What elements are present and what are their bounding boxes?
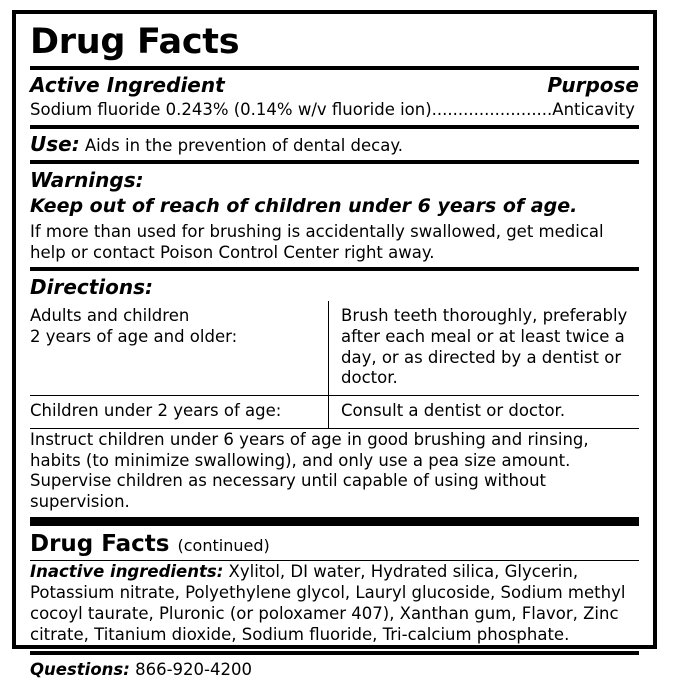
active-ingredient-line: Sodium fluoride 0.243% (0.14% w/v fluoride ion).......................Anticavity (30, 99, 635, 119)
table-row (30, 395, 639, 427)
continued-title-text: Drug Facts (30, 531, 170, 558)
warnings-label: Warnings: (30, 167, 144, 192)
active-ingredient-purpose-header (30, 70, 639, 99)
inactive-label: Inactive ingredients: (30, 562, 224, 582)
divider-continued (30, 517, 639, 526)
continued-section (30, 526, 639, 651)
use-section (30, 129, 639, 160)
inactive-ingredients (30, 561, 639, 651)
continued-note: (continued) (177, 536, 270, 556)
directions-who: Adults and children 2 years of age and older: (30, 306, 238, 347)
warnings-section (30, 164, 639, 268)
questions-label: Questions: (30, 660, 130, 680)
page-title: Drug Facts (30, 22, 240, 62)
questions-section (30, 655, 639, 683)
directions-footnote: Instruct children under 6 years of age in good brushing and rinsing, habits (to minimize swallowing), and only use a pea size amount. Supervise children as necessary until capable of using without supervision. (30, 429, 589, 512)
continued-title (30, 526, 639, 560)
warnings-keepout: Keep out of reach of children under 6 years of age. (30, 194, 578, 217)
inactive-text: Xylitol, DI water, Hydrated silica, Glycerin, Potassium nitrate, Polyethylene glycol, Lauryl glucoside, Sodium methyl cocoyl taurate, Pluronic (or poloxamer 407), Xanthan gum, Flavor, Zinc citrate, Titanium dioxide, Sodium fluoride, Tri-calcium phosphate. (30, 562, 626, 645)
directions-who: Children under 2 years of age: (30, 395, 329, 427)
table-row (30, 301, 639, 395)
directions-table (30, 301, 639, 427)
directions-section (30, 271, 639, 517)
use-text: Aids in the prevention of dental decay. (84, 135, 403, 155)
active-ingredient-header: Active Ingredient (30, 72, 225, 97)
warnings-body: If more than used for brushing is accidentally swallowed, get medical help or contact Poison Control Center right away. (30, 221, 604, 262)
questions-value: 866-920-4200 (135, 660, 252, 680)
drug-facts-inner (16, 14, 653, 683)
drug-facts-label (12, 10, 657, 680)
directions-what: Brush teeth thoroughly, preferably after each meal or at least twice a day, or as directed by a dentist or doctor. (329, 301, 640, 395)
directions-label: Directions: (30, 275, 154, 300)
use-label: Use: (30, 131, 80, 156)
directions-what: Consult a dentist or doctor. (329, 395, 640, 427)
purpose-header: Purpose (547, 72, 639, 97)
